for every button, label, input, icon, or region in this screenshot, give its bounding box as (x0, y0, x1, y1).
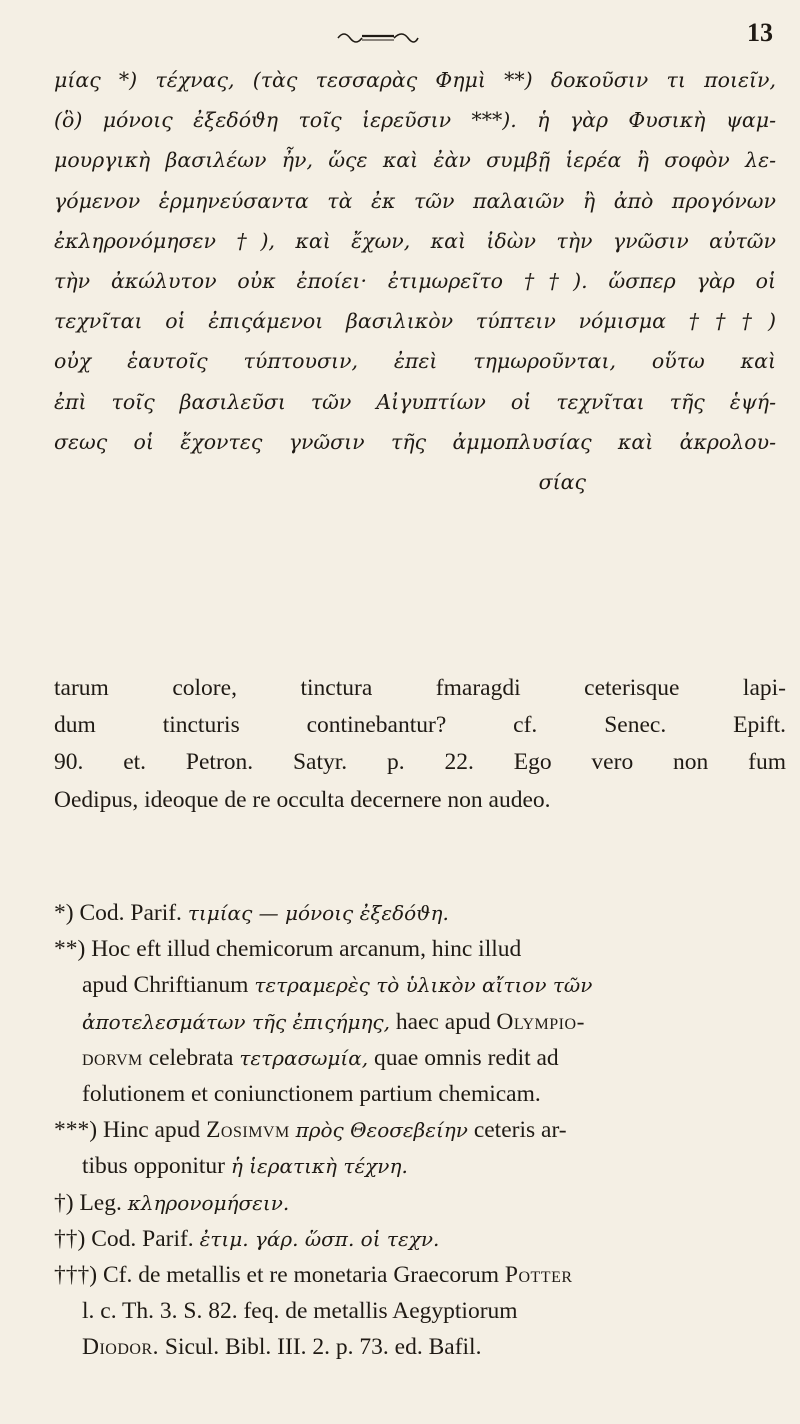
greek-line: μουργικὴ βασιλέων ἦν, ὥςε καὶ ἐὰν συμβῇ ἱερέα ἢ σοφὸν λε- (54, 148, 776, 173)
greek-line: τὴν ἀκώλυτον οὐκ ἐποίει· ἐτιμωρεῖτο ††). ὥσπερ γὰρ οἱ (54, 268, 776, 293)
greek-text-block (54, 60, 776, 502)
footnote-2-line (54, 1040, 786, 1076)
footnote-text: †) Leg. (54, 1189, 122, 1216)
footnote-author: Zosimvm (206, 1117, 290, 1144)
footnote-text: celebrata (148, 1044, 234, 1071)
greek-line: ἐπὶ τοῖς βασιλεῦσι τῶν Αἰγυπτίων οἱ τεχνῖται τῆς ἑψή- (54, 389, 776, 414)
footnote-6-line (54, 1293, 786, 1329)
footnote-text: ceteris ar- (473, 1117, 567, 1144)
footnote-author: Potter (504, 1261, 573, 1288)
ornament-icon (334, 26, 420, 48)
footnote-1 (54, 895, 786, 931)
footnote-text: apud Chriftianum (82, 972, 249, 999)
greek-line: ἐκληρονόμησεν †), καὶ ἔχων, καὶ ἰδὼν τὴν γνῶσιν αὐτῶν (54, 228, 776, 253)
footnote-author: dorvm (82, 1044, 143, 1071)
footnote-greek: κληρονομήσειν. (127, 1190, 290, 1215)
footnote-2 (54, 931, 786, 967)
footnote-text: tibus opponitur (82, 1153, 225, 1180)
footnote-text: **) Hoc eft illud chemicorum arcanum, hinc illud (54, 936, 522, 963)
greek-line-catchword: σίας (538, 469, 586, 494)
footnote-author: Diodor. (82, 1334, 160, 1361)
latin-line: Oedipus, ideoque de re occulta decernere non audeo. (54, 786, 551, 813)
footnote-greek: τετρασωμία, (239, 1045, 369, 1070)
footnote-text: haec apud (395, 1008, 491, 1035)
greek-line: (ὃ) μόνοις ἐξεδόϑη τοῖς ἱερεῦσιν ***). ἡ γὰρ Φυσικὴ ψαμ- (54, 108, 776, 133)
footnote-4 (54, 1185, 786, 1221)
greek-line: γόμενον ἑρμηνεύσαντα τὰ ἐκ τῶν παλαιῶν ἢ ἀπὸ προγόνων (54, 188, 776, 213)
greek-line: μίας *) τέχνας, (τὰς τεσσαρὰς Φημὶ **) δοκοῦσιν τι ποιεῖν, (54, 68, 776, 92)
footnote-greek: τιμίας — μόνοις ἐξεδόϑη. (187, 901, 449, 925)
greek-line: τεχνῖται οἱ ἐπιςάμενοι βασιλικὸν τύπτειν νόμισμα †††) (54, 309, 776, 334)
footnote-text: l. c. Th. 3. S. 82. feq. de metallis Aegyptiorum (82, 1298, 518, 1325)
footnote-3 (54, 1112, 786, 1148)
footnote-text: †††) Cf. de metallis et re monetaria Graecorum (54, 1261, 500, 1288)
footnote-text: ***) Hinc apud (54, 1117, 201, 1144)
footnote-6 (54, 1257, 786, 1293)
latin-line: 90. et. Petron. Satyr. p. 22. Ego vero non fum (54, 749, 786, 776)
page-number: 13 (747, 18, 773, 47)
greek-line: σεως οἱ ἔχοντες γνῶσιν τῆς ἀμμοπλυσίας καὶ ἀκρολου- (54, 429, 776, 454)
latin-line: dum tincturis continebantur? cf. Senec. Epift. (54, 712, 786, 739)
footnote-greek: τετραμερὲς τὸ ὑλικὸν αἴτιον τῶν (254, 973, 593, 998)
footnote-2-line (54, 1076, 786, 1112)
footnote-text: *) Cod. Parif. (54, 900, 182, 926)
latin-line: tarum colore, tinctura fmaragdi ceterisque lapi- (54, 675, 786, 701)
latin-commentary (54, 670, 786, 819)
footnote-2-line (54, 1004, 786, 1040)
footnote-greek: πρὸς Θεοσεβείην (295, 1118, 468, 1143)
footnote-author: Olympio- (496, 1008, 585, 1035)
footnote-greek: ἐτιμ. γάρ. ὥσπ. οἱ τεχν. (199, 1226, 440, 1251)
footnote-text: ††) Cod. Parif. (54, 1225, 194, 1252)
footnotes (54, 895, 786, 1365)
footnote-text: quae omnis redit ad (374, 1044, 559, 1071)
footnote-text: Sicul. Bibl. III. 2. p. 73. ed. Bafil. (164, 1334, 482, 1361)
footnote-3-line (54, 1148, 786, 1184)
greek-line: οὐχ ἑαυτοῖς τύπτουσιν, ἐπεὶ τημωροῦνται, οὕτω καὶ (54, 349, 776, 374)
footnote-6-line (54, 1329, 786, 1365)
footnote-greek: ἡ ἱερατικὴ τέχνη. (230, 1154, 408, 1179)
footnote-5 (54, 1221, 786, 1257)
footnote-text: folutionem et coniunctionem partium chemicam. (82, 1080, 541, 1107)
footnote-2-line (54, 967, 786, 1003)
footnote-greek: ἀποτελεσμάτων τῆς ἐπιςήμης, (82, 1009, 390, 1034)
